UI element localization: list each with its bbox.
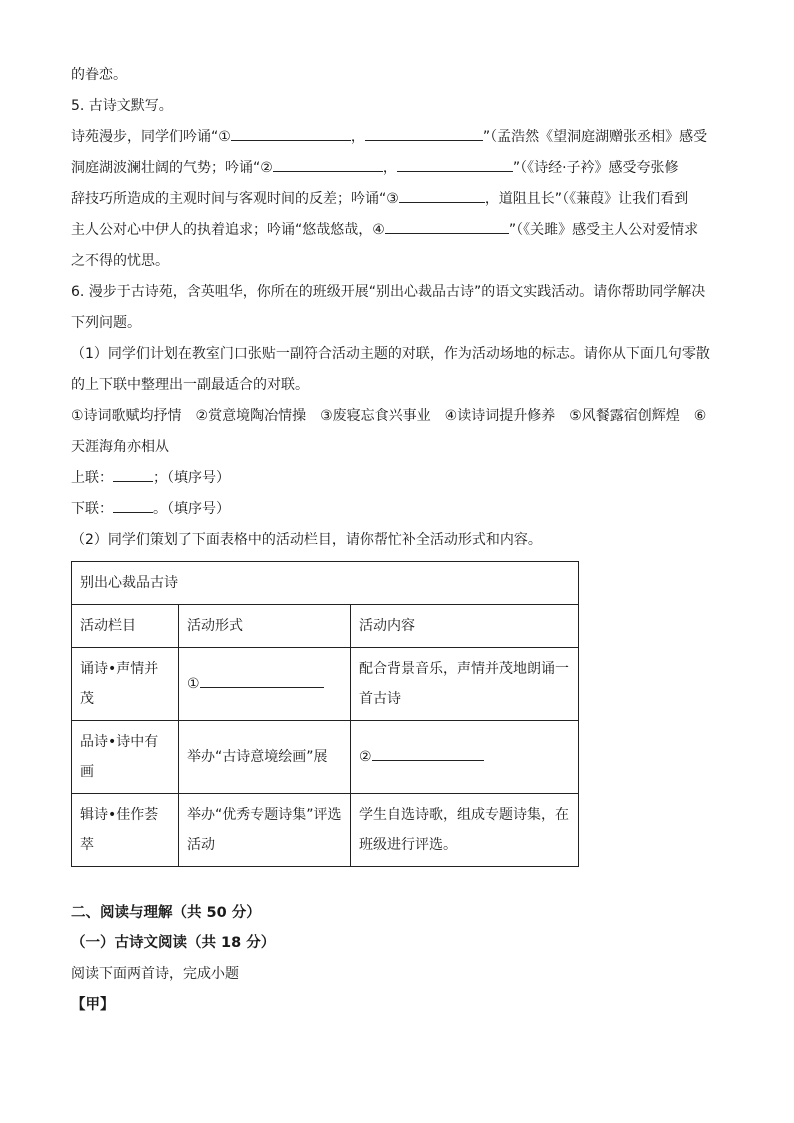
text-line: 之不得的忧思。 — [71, 253, 169, 269]
text-line: 洞庭湖波澜壮阔的气势；吟诵“② ， ”（《诗经·子衿》感受夸张修 — [71, 153, 731, 184]
text-line: 的眷恋。 — [71, 67, 127, 83]
options-line: 天涯海角亦相从 — [71, 439, 169, 455]
blank-field[interactable] — [273, 153, 383, 172]
blank-field[interactable] — [385, 215, 509, 234]
header-cell: 活动栏目 — [72, 605, 179, 648]
table-row — [72, 648, 579, 721]
table-cell: 举办“优秀专题诗集”评选活动 — [179, 794, 351, 867]
options-line: ①诗词歌赋均抒情 ②赏意境陶冶情操 ③废寝忘食兴事业 ④读诗词提升修养 ⑤风餐露宿创辉煌 ⑥ — [71, 408, 707, 424]
table-title: 别出心裁品古诗 — [72, 562, 579, 605]
text-line: 的上下联中整理出一副最适合的对联。 — [71, 377, 309, 393]
text-line: （1）同学们计划在教室门口张贴一副符合活动主题的对联，作为活动场地的标志。请你从下面几句零散 — [71, 346, 710, 362]
poem-label-jia: 【甲】 — [71, 997, 115, 1013]
table-cell: ② — [351, 721, 579, 794]
blank-field[interactable] — [372, 742, 484, 761]
blank-field[interactable] — [365, 122, 483, 141]
table-row — [72, 721, 579, 794]
blank-field[interactable] — [200, 669, 324, 688]
table-cell: ① — [179, 648, 351, 721]
subsection-title: （一）古诗文阅读（共 18 分） — [71, 935, 276, 951]
shanglian-line: 上联： ；（填序号） — [71, 463, 731, 494]
table-row — [72, 794, 579, 867]
blank-field[interactable] — [113, 494, 153, 513]
section-title: 二、阅读与理解（共 50 分） — [71, 905, 261, 921]
document-body — [71, 60, 731, 556]
blank-field[interactable] — [397, 153, 513, 172]
text-line: （2）同学们策划了下面表格中的活动栏目，请你帮忙补全活动形式和内容。 — [71, 532, 542, 548]
header-cell: 活动形式 — [179, 605, 351, 648]
text-line: 辞技巧所造成的主观时间与客观时间的反差；吟诵“③ ，道阻且长”（《蒹葭》让我们看到 — [71, 184, 731, 215]
instruction-text: 阅读下面两首诗，完成小题 — [71, 966, 239, 982]
table-header-row — [72, 605, 579, 648]
xialian-line: 下联： 。（填序号） — [71, 494, 731, 525]
question-6-title: 6. 漫步于古诗苑，含英咀华，你所在的班级开展“别出心裁品古诗”的语文实践活动。请你帮助同学解决 — [71, 284, 706, 300]
table-cell: 品诗•诗中有画 — [72, 721, 179, 794]
table-cell: 举办“古诗意境绘画”展 — [179, 721, 351, 794]
question-5-title: 5. 古诗文默写。 — [71, 98, 173, 114]
text-line: 下列问题。 — [71, 315, 141, 331]
table-cell: 配合背景音乐，声情并茂地朗诵一首古诗 — [351, 648, 579, 721]
header-cell: 活动内容 — [351, 605, 579, 648]
blank-field[interactable] — [231, 122, 351, 141]
table-cell: 辑诗•佳作荟萃 — [72, 794, 179, 867]
text-line: 诗苑漫步，同学们吟诵“① ， ”（孟浩然《望洞庭湖赠张丞相》感受 — [71, 122, 731, 153]
table-title-row — [72, 562, 579, 605]
blank-field[interactable] — [399, 184, 485, 203]
blank-field[interactable] — [113, 463, 153, 482]
text-line: 主人公对心中伊人的执着追求；吟诵“悠哉悠哉，④ ”（《关雎》感受主人公对爱情求 — [71, 215, 731, 246]
activity-table — [71, 561, 579, 867]
table-cell: 学生自选诗歌，组成专题诗集，在班级进行评选。 — [351, 794, 579, 867]
table-cell: 诵诗•声情并茂 — [72, 648, 179, 721]
